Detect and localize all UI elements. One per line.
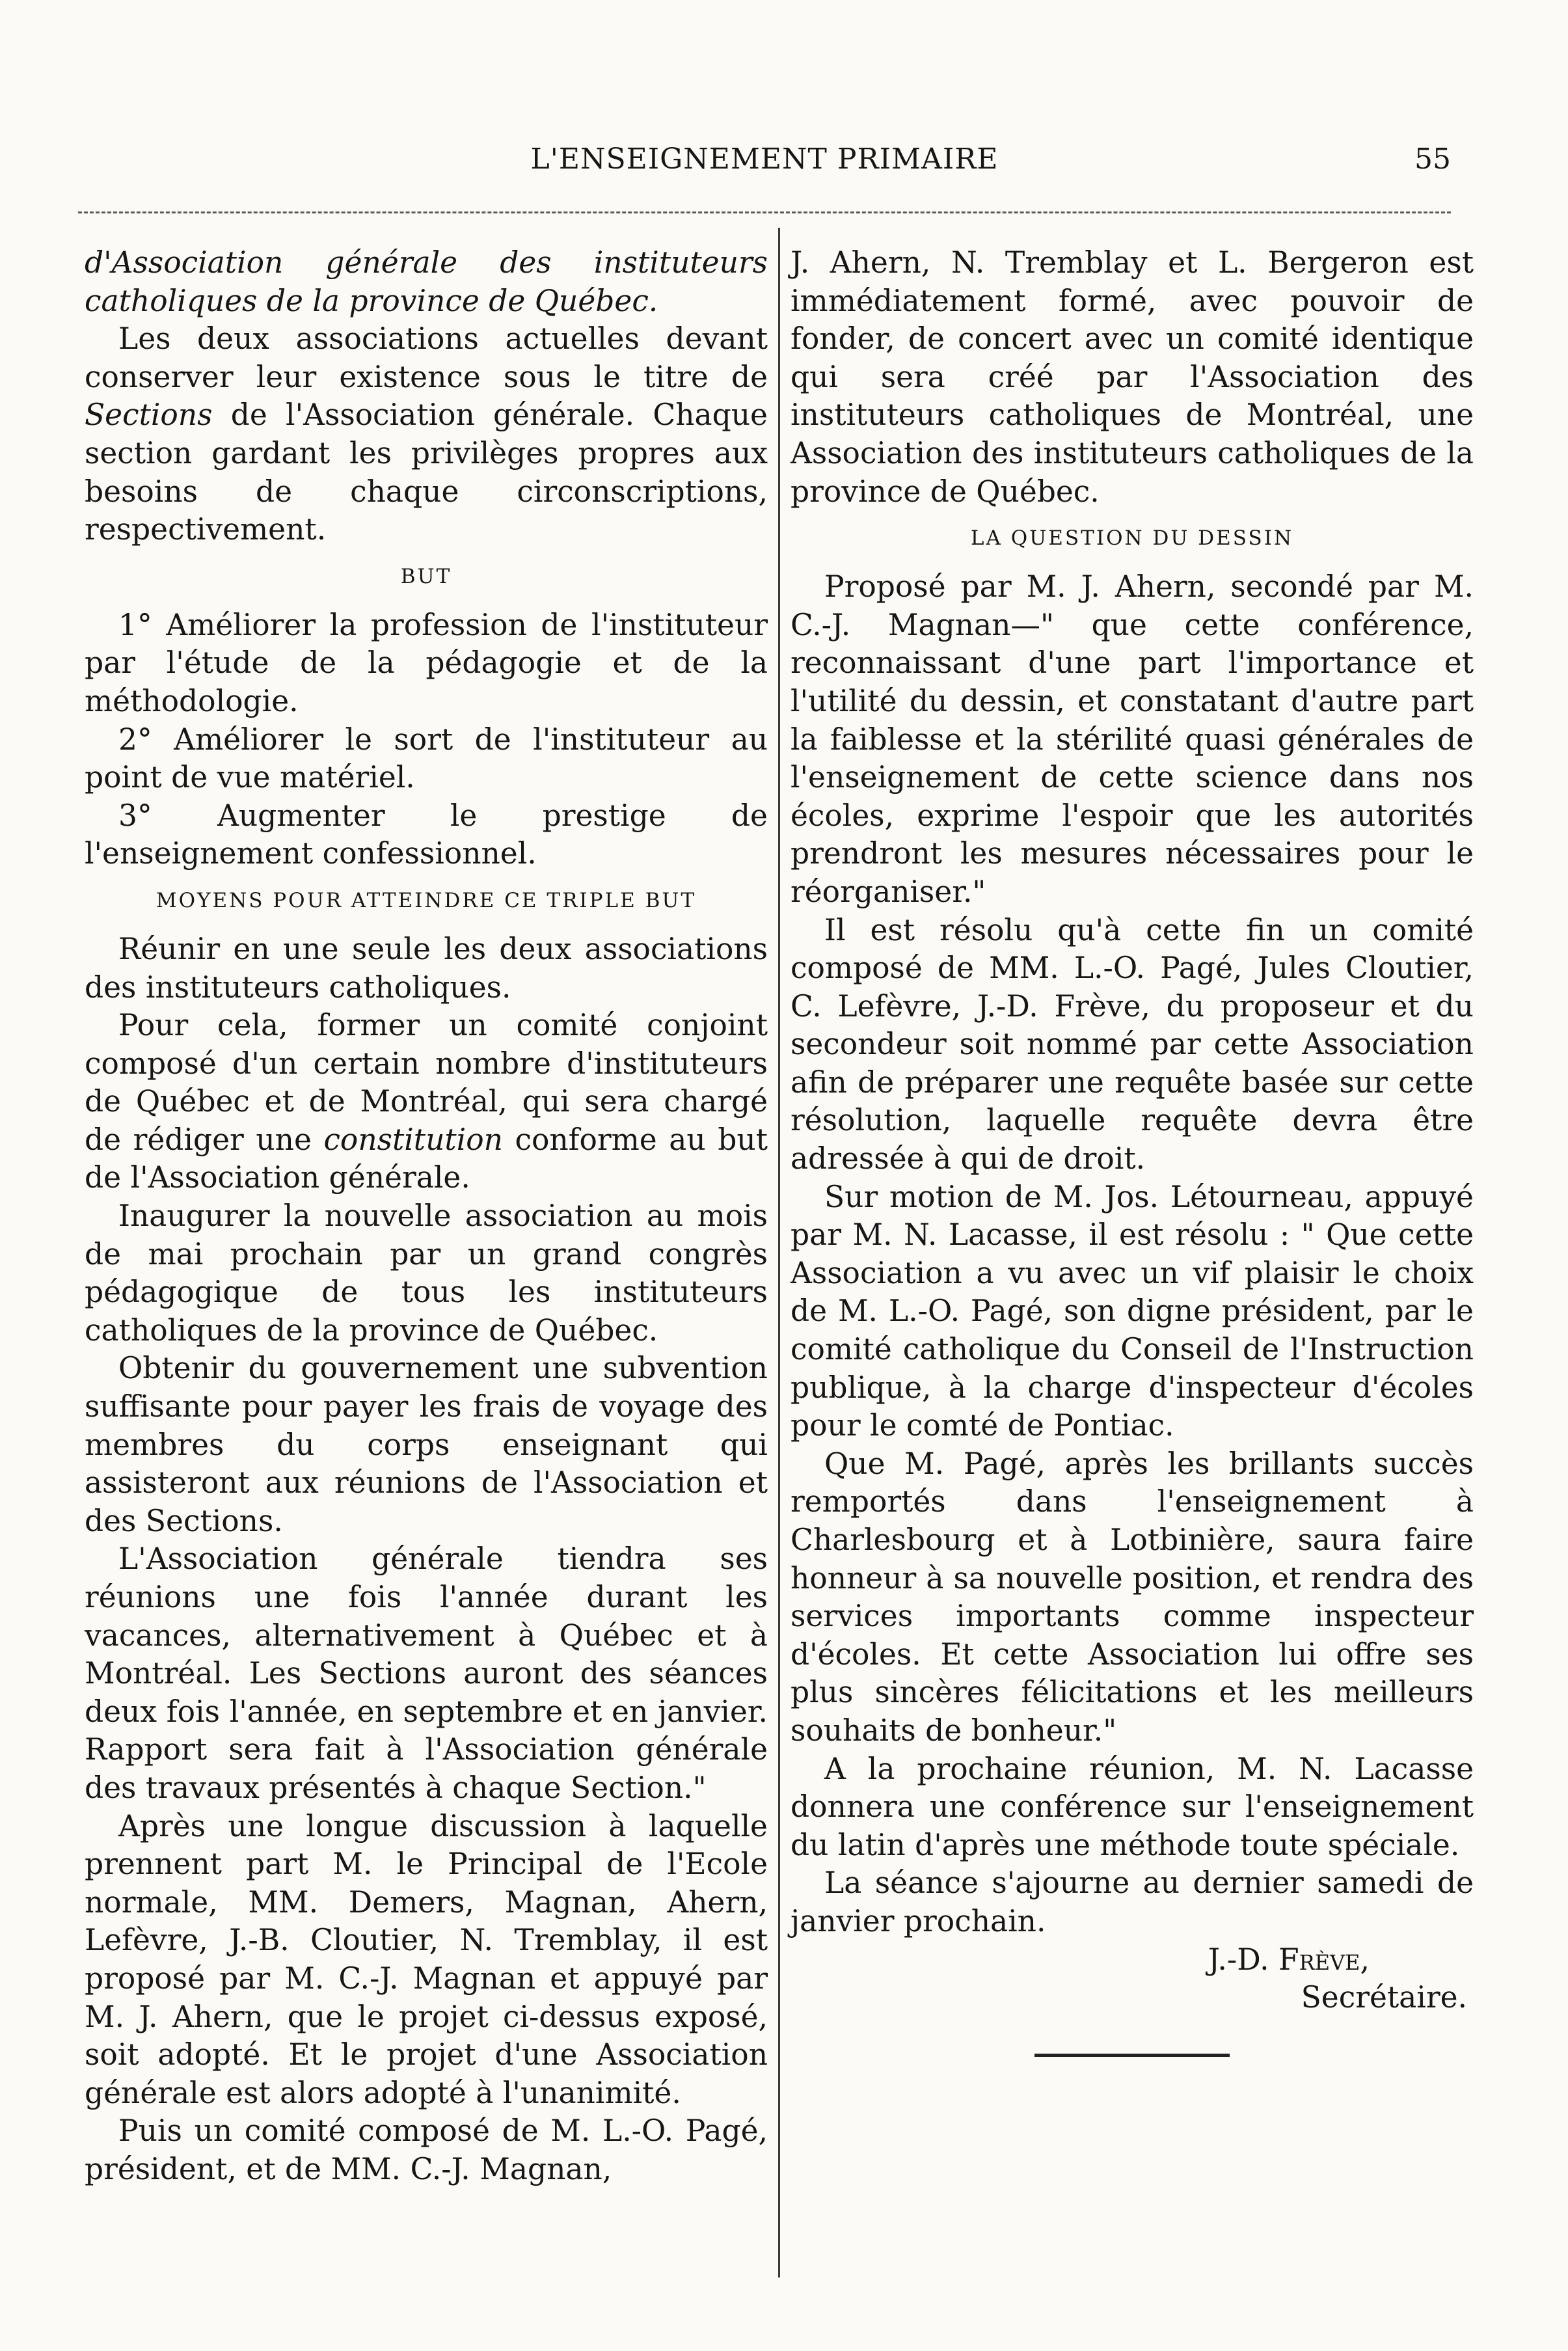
paragraph: Puis un comité composé de M. L.-O. Pagé, président, et de MM. C.-J. Magnan, xyxy=(85,2113,768,2186)
running-title: L'ENSEIGNEMENT PRIMAIRE xyxy=(530,143,999,176)
text-run: conforme au but de l'Association générale. xyxy=(85,1122,768,1195)
column-divider xyxy=(778,228,780,2277)
text-run: Les deux associations actuelles devant conserver leur existence sous le titre de xyxy=(85,321,768,394)
paragraph xyxy=(85,320,768,549)
paragraph: Après une longue discussion à laquelle prennent part M. le Principal de l'Ecole normale, MM. Demers, Magnan, Ahern, Lefèvre, J.-B. Cloutier, N. Tremblay, il est proposé par M. C.-J. Magnan et appuyé par M. J. Ahern, que le projet ci-dessus exposé, soit adopté. Et le projet d'une Association générale est alors adopté à l'unanimité. xyxy=(85,1808,768,2110)
paragraph: Proposé par M. J. Ahern, secondé par M. C.-J. Magnan—" que cette conférence, reconnaissant d'une part l'importance et l'utilité du dessin, et constatant d'autre part la faiblesse et la stérilité quasi générales de l'enseignement de cette science dans nos écoles, exprime l'espoir que les autorités prendront les mesures nécessaires pour le réorganiser." xyxy=(791,569,1474,909)
paragraph: A la prochaine réunion, M. N. Lacasse donnera une conférence sur l'enseignement du latin d'après une méthode toute spéciale. xyxy=(791,1751,1474,1862)
paragraph: 1° Améliorer la profession de l'instituteur par l'étude de la pédagogie et de la méthodologie. xyxy=(85,607,768,718)
paragraph: 3° Augmenter le prestige de l'enseignement confessionnel. xyxy=(85,798,768,871)
paragraph: Réunir en une seule les deux associations des instituteurs catholiques. xyxy=(85,931,768,1005)
italic-run: Sections xyxy=(85,398,213,433)
paragraph: La séance s'ajourne au dernier samedi de janvier prochain. xyxy=(791,1866,1474,1938)
left-column xyxy=(85,244,768,2189)
signature-title: Secrétaire. xyxy=(1301,1980,1467,2015)
paragraph: 2° Améliorer le sort de l'instituteur au point de vue matériel. xyxy=(85,722,768,795)
paragraph: Il est résolu qu'à cette fin un comité composé de MM. L.-O. Pagé, Jules Cloutier, C. Lefèvre, J.-D. Frève, du proposeur et du secondeur soit nommé par cette Association afin de préparer une requête basée sur cette résolution, laquelle requête devra être adressée à qui de droit. xyxy=(791,912,1474,1176)
section-heading: MOYENS POUR ATTEINDRE CE TRIPLE BUT xyxy=(155,888,697,912)
paragraph: Que M. Pagé, après les brillants succès remportés dans l'enseignement à Charlesbourg et à Lotbinière, saura faire honneur à sa nouvelle position, et rendra des services importants comme inspecteur d'écoles. Et cette Association lui offre ses plus sincères félicitations et les meilleurs souhaits de bonheur." xyxy=(791,1446,1474,1748)
signature-name: J.-D. Frève, xyxy=(1208,1942,1370,1977)
end-ornament-rule xyxy=(1034,2054,1230,2057)
paragraph: Obtenir du gouvernement une subvention suffisante pour payer les frais de voyage des membres du corps enseignant qui assisteront aux réunions de l'Association et des Sections. xyxy=(85,1351,768,1538)
section-heading: BUT xyxy=(400,564,452,588)
paragraph: d'Association générale des instituteurs catholiques de la province de Québec. xyxy=(85,245,768,318)
text-run: Pour cela, former un comité conjoint composé d'un certain nombre d'instituteurs de Québec et de Montréal, qui sera chargé de rédiger une xyxy=(85,1008,768,1157)
right-column xyxy=(791,244,1474,2057)
running-header xyxy=(78,137,1451,182)
paragraph: J. Ahern, N. Tremblay et L. Bergeron est immédiatement formé, avec pouvoir de fonder, de concert avec un comité identique qui sera créé par l'Association des instituteurs catholiques de Montréal, une Association des instituteurs catholiques de la province de Québec. xyxy=(791,245,1474,509)
paragraph: Sur motion de M. Jos. Létourneau, appuyé par M. N. Lacasse, il est résolu : " Que cette Association a vu avec un vif plaisir le choix de M. L.-O. Pagé, son digne président, par le comité catholique du Conseil de l'Instruction publique, à la charge d'inspecteur d'écoles pour le comté de Pontiac. xyxy=(791,1179,1474,1443)
section-heading: LA QUESTION DU DESSIN xyxy=(970,526,1294,550)
header-rule xyxy=(78,211,1451,213)
text-run: de l'Association générale. Chaque section gardant les privilèges propres aux besoins de chaque circonscriptions, respectivement. xyxy=(85,398,768,547)
paragraph: Inaugurer la nouvelle association au mois de mai prochain par un grand congrès pédagogique de tous les instituteurs catholiques de la province de Québec. xyxy=(85,1199,768,1348)
italic-run: constitution xyxy=(323,1122,503,1157)
page-number: 55 xyxy=(1414,143,1451,176)
paragraph xyxy=(85,1007,768,1197)
paragraph: L'Association générale tiendra ses réunions une fois l'année durant les vacances, alternativement à Québec et à Montréal. Les Sections auront des séances deux fois l'année, en septembre et en janvier. Rapport sera fait à l'Association générale des travaux présentés à chaque Section." xyxy=(85,1542,768,1805)
